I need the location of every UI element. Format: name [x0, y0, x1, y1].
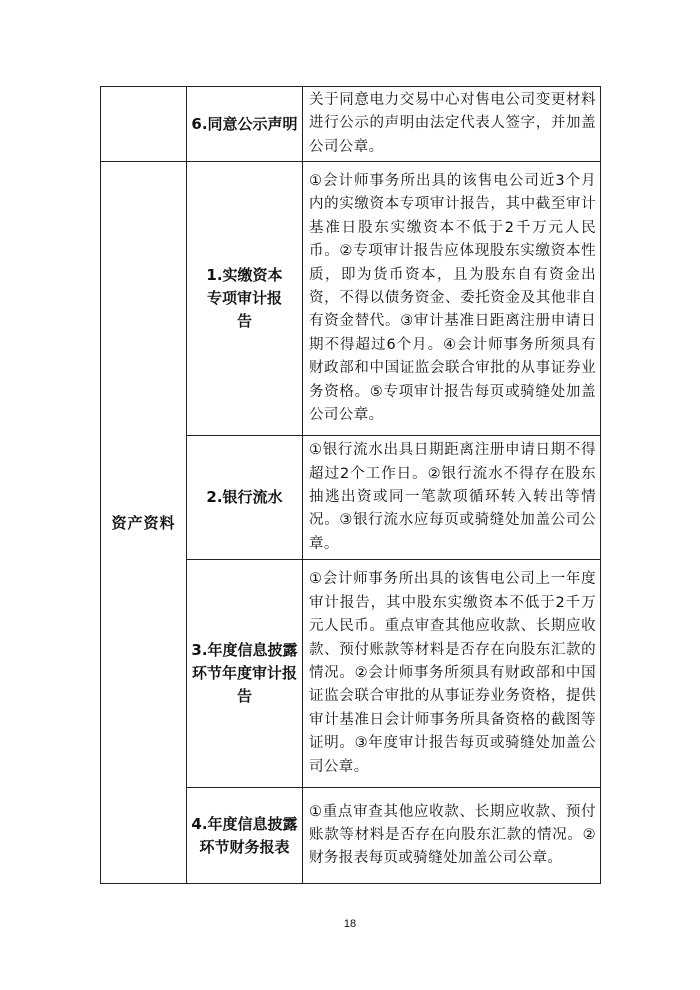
- item-cell: 4.年度信息披露环节财务报表: [187, 788, 303, 884]
- item-cell: 6.同意公示声明: [187, 87, 303, 162]
- table-row: [101, 87, 601, 162]
- requirement-cell: 关于同意电力交易中心对售电公司变更材料进行公示的声明由法定代表人签字，并加盖公司公章。: [303, 87, 601, 162]
- item-cell: [187, 162, 303, 436]
- category-cell: [101, 87, 187, 162]
- item-cell: 3.年度信息披露环节年度审计报告: [187, 560, 303, 788]
- requirements-table: [100, 86, 601, 884]
- requirement-cell: ①会计师事务所出具的该售电公司近3个月内的实缴资本专项审计报告，其中截至审计基准日股东实缴资本不低于2千万元人民币。②专项审计报告应体现股东实缴资本性质，即为货币资本，且为股东自有资金出资，不得以债务资金、委托资金及其他非自有资金替代。③审计基准日距离注册申请日期不得超过6个月。④会计师事务所须具有财政部和中国证监会联合审批的从事证券业务资格。⑤专项审计报告每页或骑缝处加盖公司公章。: [303, 162, 601, 436]
- item-cell: 2.银行流水: [187, 436, 303, 560]
- page-number: 18: [343, 918, 357, 930]
- item-label: 1.实缴资本专项审计报告: [206, 266, 283, 331]
- category-cell: 资产资料: [101, 162, 187, 884]
- requirement-cell: ①重点审查其他应收款、长期应收款、预付账款等材料是否存在向股东汇款的情况。②财务报表每页或骑缝处加盖公司公章。: [303, 788, 601, 884]
- requirement-cell: ①会计师事务所出具的该售电公司上一年度审计报告，其中股东实缴资本不低于2千万元人民币。重点审查其他应收款、长期应收款、预付账款等材料是否存在向股东汇款的情况。②会计师事务所须具有财政部和中国证监会联合审批的从事证券业务资格，提供审计基准日会计师事务所具备资格的截图等证明。③年度审计报告每页或骑缝处加盖公司公章。: [303, 560, 601, 788]
- requirement-cell: ①银行流水出具日期距离注册申请日期不得超过2个工作日。②银行流水不得存在股东抽逃出资或同一笔款项循环转入转出等情况。③银行流水应每页或骑缝处加盖公司公章。: [303, 436, 601, 560]
- table-row: [101, 162, 601, 436]
